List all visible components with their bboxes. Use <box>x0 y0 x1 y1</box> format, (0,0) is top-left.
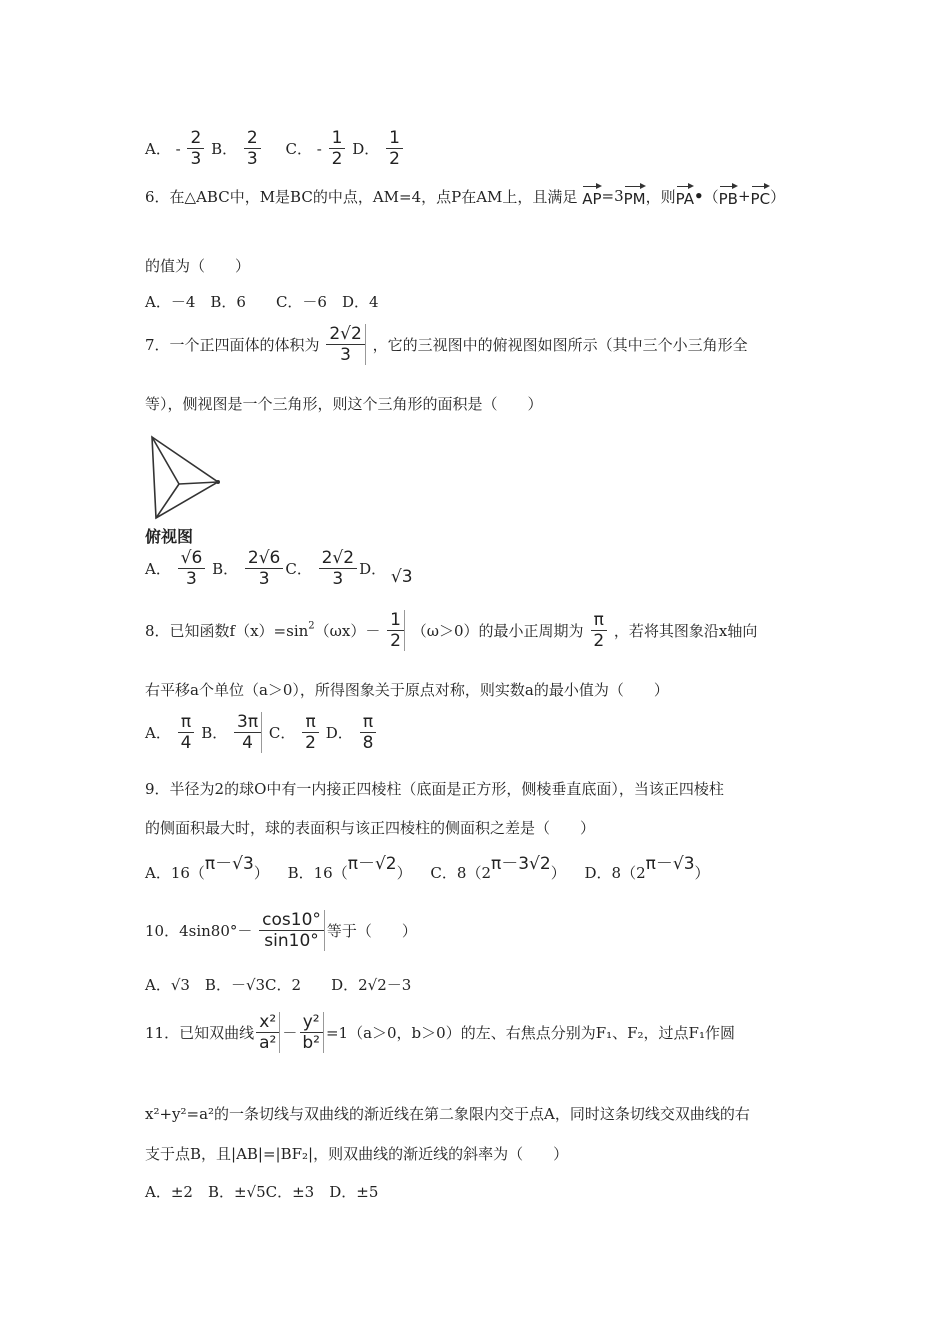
q7-opt-b: B． <box>212 560 239 578</box>
q11-minus: － <box>282 1024 298 1042</box>
q5-options <box>145 128 405 169</box>
q8-frac-b <box>234 712 262 753</box>
frac-num: y² <box>300 1012 323 1033</box>
q11-line3: 支于点B，且|AB|=|BF₂|，则双曲线的渐近线的斜率为（ ） <box>145 1145 569 1163</box>
vector-pc: PC <box>751 184 771 208</box>
q8-frac-c <box>302 712 319 753</box>
q9-opt-a: A．16（ <box>145 864 205 882</box>
frac-den: 4 <box>242 733 253 753</box>
vector-ap: AP <box>582 184 601 208</box>
frac-num: √6 <box>178 548 206 569</box>
vector-pm: PM <box>624 184 646 208</box>
frac-num: 1 <box>386 128 403 149</box>
vector-pa: PA <box>676 184 694 208</box>
q9-opt-b-end: ） <box>396 864 412 882</box>
q11-frac-x <box>256 1012 280 1053</box>
q10-options: A．√3 B．－√3C．2 D．2√2－3 <box>145 976 412 994</box>
q8-period-frac <box>590 610 607 651</box>
q11-stem-a: 11．已知双曲线 <box>145 1024 255 1042</box>
frac-num: 3π <box>234 712 261 733</box>
q11-stem-b: =1（a＞0，b＞0）的左、右焦点分别为F₁、F₂，过点F₁作圆 <box>325 1024 735 1042</box>
frac-den: 4 <box>180 733 192 753</box>
q7-opt-a: A． <box>145 560 171 578</box>
q6-then: ，则 <box>645 187 676 206</box>
frac-den: sin10° <box>264 931 319 951</box>
top-view-figure <box>145 432 225 547</box>
frac-num: π <box>591 610 607 631</box>
q8-opt-c: C． <box>268 724 296 742</box>
q7-opt-c: C． <box>285 560 312 578</box>
q10-frac <box>259 910 325 951</box>
frac-den: 2 <box>593 631 605 651</box>
vertex-dot <box>216 480 220 484</box>
q6-stem <box>145 184 785 208</box>
outer-triangle <box>152 437 218 518</box>
q8-options <box>145 712 378 753</box>
frac-num: π <box>360 712 376 733</box>
q7-frac-c <box>319 548 357 589</box>
q5-opt-b: B． <box>211 140 238 158</box>
q9-opt-d: D．8（2 <box>584 864 646 882</box>
frac-num: x² <box>256 1012 279 1033</box>
frac-num: π <box>302 712 318 733</box>
frac-den: a² <box>259 1033 277 1053</box>
q10-stem-a: 10．4sin80°－ <box>145 922 253 940</box>
q8-opt-d: D． <box>325 724 353 742</box>
q7-line2: 等），侧视图是一个三角形，则这个三角形的面积是（ ） <box>145 395 543 413</box>
inner-edge-3 <box>156 484 179 518</box>
frac-den: b² <box>302 1033 320 1053</box>
q8-opt-b: B． <box>201 724 228 742</box>
q9-opt-c: C．8（2 <box>430 864 491 882</box>
q5-frac-a <box>187 128 204 169</box>
q8-frac-d <box>360 712 377 753</box>
q5-opt-c: C． <box>285 140 312 158</box>
q6-rparen: ） <box>770 187 786 206</box>
q5-opt-c-sign: - <box>316 139 322 158</box>
q7-stem-a: 7．一个正四面体的体积为 <box>145 336 320 354</box>
q9-line1: 9．半径为2的球O中有一内接正四棱柱（底面是正方形，侧棱垂直底面），当该正四棱柱 <box>145 780 724 798</box>
q7-stem-b: ，它的三视图中的俯视图如图所示（其中三个小三角形全 <box>372 336 748 354</box>
frac-den: 2 <box>331 149 343 169</box>
frac-den: 2 <box>305 733 316 753</box>
frac-num: 2√2 <box>326 324 364 345</box>
tetrahedron-top-view <box>145 432 225 520</box>
frac-num: 1 <box>387 610 404 631</box>
q6-line2: 的值为（ ） <box>145 257 251 275</box>
q9-opt-a-expr: π－√3 <box>204 854 254 874</box>
q11-line2: x²+y²=a²的一条切线与双曲线的渐近线在第二象限内交于点A，同时这条切线交双曲线的右 <box>145 1105 750 1123</box>
q9-options <box>145 848 710 883</box>
frac-den: 3 <box>246 149 258 169</box>
q6-lparen: （ <box>703 187 719 206</box>
q8-square: 2 <box>308 620 315 632</box>
q10-stem-b: 等于（ ） <box>326 922 417 940</box>
frac-den: 8 <box>362 733 374 753</box>
q9-opt-b: B．16（ <box>287 864 348 882</box>
q7-frac-a <box>178 548 206 589</box>
q9-opt-d-expr: π－√3 <box>645 854 695 874</box>
q8-stem-b: （ωx）－ <box>314 622 381 640</box>
q7-volume-frac <box>326 324 365 365</box>
frac-den: 3 <box>340 345 351 365</box>
q9-opt-d-end: ） <box>694 864 710 882</box>
frac-num: π <box>178 712 194 733</box>
q7-options <box>145 548 413 589</box>
q6-options: A．－4 B．6 C．－6 D．4 <box>145 293 379 311</box>
frac-den: 3 <box>186 569 197 589</box>
q9-opt-c-expr: π－3√2 <box>491 854 551 874</box>
q11-frac-y <box>299 1012 324 1053</box>
q5-opt-d: D． <box>352 140 380 158</box>
inner-edge-2 <box>179 482 218 484</box>
q5-opt-a: A． <box>145 140 171 158</box>
figure-label: 俯视图 <box>145 527 194 546</box>
q5-opt-a-sign: - <box>175 139 181 158</box>
frac-den: 2 <box>390 631 401 651</box>
frac-num: 1 <box>329 128 346 149</box>
frac-den: 3 <box>258 569 270 589</box>
q9-line2: 的侧面积最大时，球的表面积与该正四棱柱的侧面积之差是（ ） <box>145 819 596 837</box>
q8-opt-a: A． <box>145 724 171 742</box>
frac-num: 2 <box>187 128 204 149</box>
frac-num: cos10° <box>259 910 324 931</box>
q5-frac-b <box>244 128 261 169</box>
q6-plus: + <box>737 187 751 205</box>
q6-eq: =3 <box>601 187 624 205</box>
q7-opt-d-value: √3 <box>390 566 413 587</box>
q9-opt-c-end: ） <box>550 864 566 882</box>
q5-frac-d <box>386 128 403 169</box>
q5-frac-c <box>329 128 346 169</box>
q8-stem-d: ，若将其图象沿x轴向 <box>613 622 758 640</box>
frac-num: 2√2 <box>319 548 357 569</box>
q8-line2: 右平移a个单位（a＞0），所得图象关于原点对称，则实数a的最小值为（ ） <box>145 681 669 699</box>
q10-stem <box>145 910 417 951</box>
q11-stem <box>145 1012 735 1053</box>
q7-stem <box>145 324 748 365</box>
q7-frac-b <box>245 548 283 589</box>
frac-num: 2 <box>244 128 261 149</box>
q9-opt-a-end: ） <box>253 864 269 882</box>
vector-pb: PB <box>719 184 738 208</box>
q8-stem <box>145 610 757 651</box>
q8-stem-a: 8．已知函数f（x）=sin <box>145 622 309 640</box>
q7-opt-d: D． <box>359 560 387 578</box>
q11-options: A．±2 B．±√5C．±3 D．±5 <box>145 1183 379 1201</box>
q8-half-frac <box>387 610 405 651</box>
q8-stem-c: （ω＞0）的最小正周期为 <box>411 622 584 640</box>
frac-num: 2√6 <box>245 548 283 569</box>
inner-edge-1 <box>152 437 179 484</box>
frac-den: 2 <box>389 149 400 169</box>
q6-dot: • <box>694 187 704 205</box>
frac-den: 3 <box>190 149 202 169</box>
q6-stem-text: 6．在△ABC中，M是BC的中点，AM=4，点P在AM上，且满足 <box>145 187 578 206</box>
q8-frac-a <box>178 712 195 753</box>
q9-opt-b-expr: π－√2 <box>347 854 397 874</box>
frac-den: 3 <box>332 569 344 589</box>
